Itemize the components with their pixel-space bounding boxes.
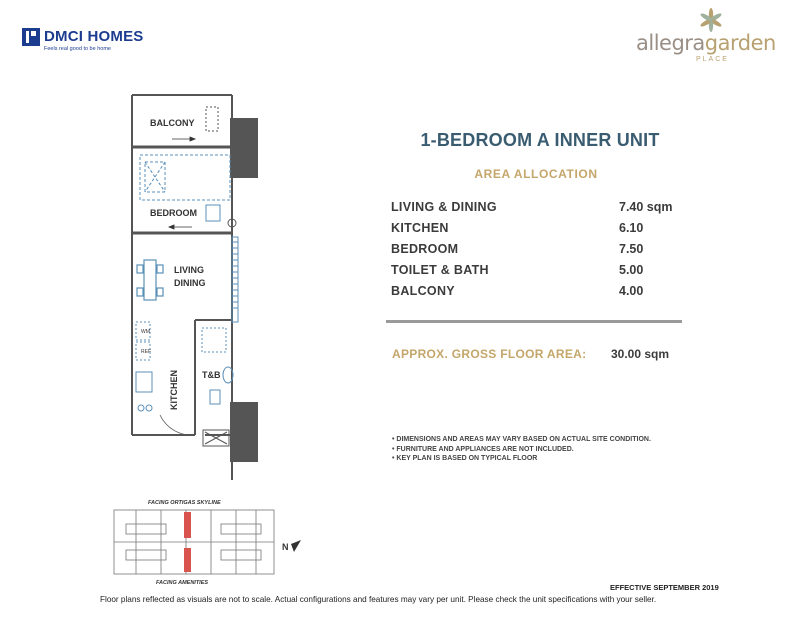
area-row-toilet-bath xyxy=(391,263,681,284)
developer-name: DMCI HOMES xyxy=(44,28,144,45)
kitchen-label: KITCHEN xyxy=(169,370,179,410)
column-bottom xyxy=(230,402,258,462)
dining-label: DINING xyxy=(174,278,206,288)
area-value: 5.00 xyxy=(619,263,644,277)
notes xyxy=(392,435,651,464)
key-plan xyxy=(106,496,306,588)
project-subname: PLACE xyxy=(696,56,729,63)
area-row-bedroom xyxy=(391,242,681,263)
balcony-label: BALCONY xyxy=(150,118,195,128)
area-allocation-heading: AREA ALLOCATION xyxy=(474,167,598,181)
bedroom-label: BEDROOM xyxy=(150,208,197,218)
area-value: 7.50 xyxy=(619,242,644,256)
unit-highlight-bottom xyxy=(184,548,191,572)
note-item: • FURNITURE AND APPLIANCES ARE NOT INCLUDED. xyxy=(392,445,574,453)
note-item: • DIMENSIONS AND AREAS MAY VARY BASED ON ACTUAL SITE CONDITION. xyxy=(392,436,651,443)
area-label: BEDROOM xyxy=(391,242,459,256)
area-allocation-list xyxy=(391,200,681,305)
area-label: BALCONY xyxy=(391,284,455,298)
effective-date: EFFECTIVE SEPTEMBER 2019 xyxy=(610,583,719,592)
project-name-part1: allegra xyxy=(636,31,705,55)
note-item: • KEY PLAN IS BASED ON TYPICAL FLOOR xyxy=(392,455,538,462)
area-row-living-dining xyxy=(391,200,681,221)
project-name xyxy=(636,31,776,55)
key-plan-top-label: FACING ORTIGAS SKYLINE xyxy=(148,500,221,506)
project-name-part2: garden xyxy=(704,31,776,55)
gross-floor-area-label: APPROX. GROSS FLOOR AREA: xyxy=(392,347,587,361)
unit-highlight-top xyxy=(184,512,191,538)
divider xyxy=(386,320,682,323)
dmci-homes-logo xyxy=(22,28,152,54)
area-value: 4.00 xyxy=(619,284,644,298)
ref-label: REF xyxy=(141,349,151,355)
dmci-logo-mark-icon xyxy=(22,28,40,46)
living-label: LIVING xyxy=(174,265,205,275)
area-label: LIVING & DINING xyxy=(391,200,497,214)
allegra-garden-logo xyxy=(636,8,786,64)
area-value: 6.10 xyxy=(619,221,644,235)
developer-tagline: Feels real good to be home xyxy=(44,46,111,52)
column-top xyxy=(230,118,258,178)
area-row-balcony xyxy=(391,284,681,305)
unit-title: 1-BEDROOM A INNER UNIT xyxy=(420,130,660,150)
gross-floor-area-value: 30.00 sqm xyxy=(611,347,670,361)
north-label: N xyxy=(282,542,289,552)
area-value: 7.40 sqm xyxy=(619,200,673,214)
tb-label: T&B xyxy=(202,370,221,380)
key-plan-bottom-label: FACING AMENITIES xyxy=(156,580,209,586)
wm-label: WM xyxy=(141,329,150,335)
unit-floor-plan xyxy=(120,90,270,485)
area-row-kitchen xyxy=(391,221,681,242)
flower-icon xyxy=(699,8,723,32)
area-label: TOILET & BATH xyxy=(391,263,489,277)
disclaimer: Floor plans reflected as visuals are not to scale. Actual configurations and features may vary per unit. Please check the unit specifications with your seller. xyxy=(100,595,657,604)
north-arrow-icon xyxy=(291,540,301,552)
area-label: KITCHEN xyxy=(391,221,449,235)
